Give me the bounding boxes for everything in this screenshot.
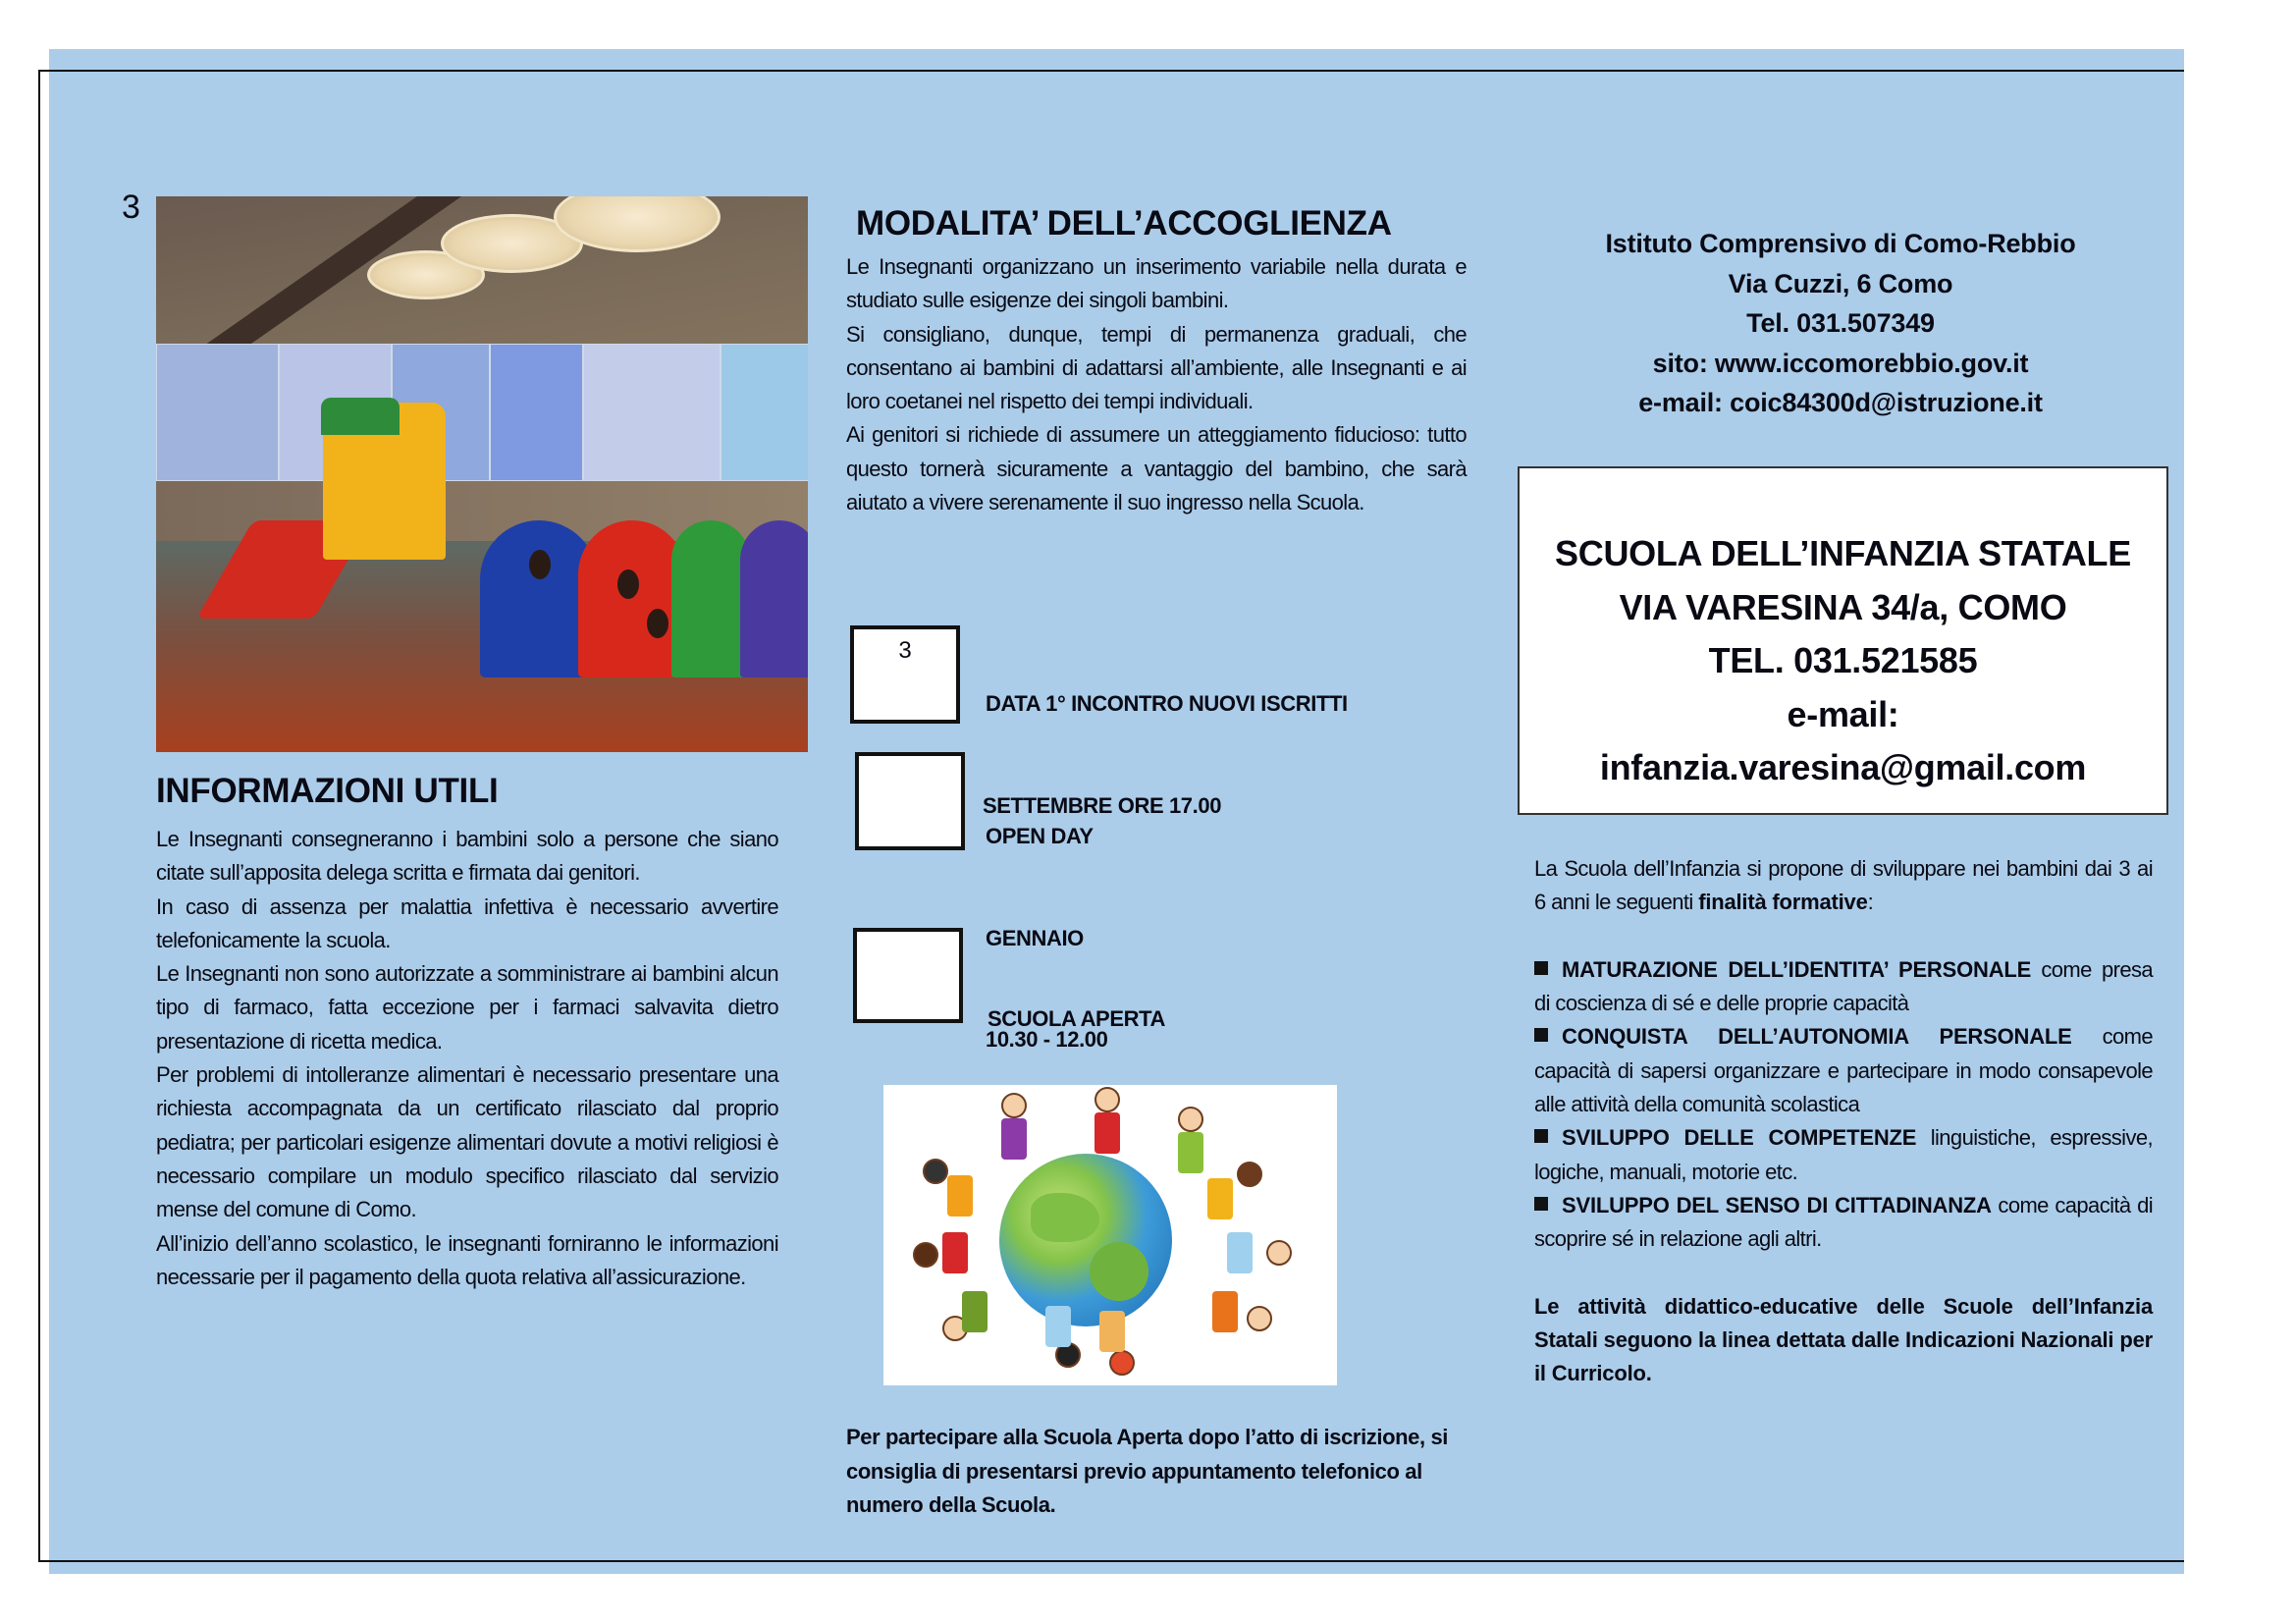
school-phone: TEL. 031.521585 [1708, 640, 1978, 680]
institute-info [1526, 224, 2155, 423]
institute-address: Via Cuzzi, 6 Como [1728, 268, 1953, 298]
welcome-paragraph: Le Insegnanti organizzano un inserimento variabile nella durata e studiato sulle esigenze dei singoli bambini. [846, 254, 1467, 313]
open-school-note: Per partecipare alla Scuola Aperta dopo l’atto di iscrizione, si consiglia di presentarsi previo appuntamento telefonico al numero della Scuola. [846, 1425, 1448, 1517]
welcome-paragraph: Si consigliano, dunque, tempi di permanenza graduali, che consentano ai bambini di adattarsi all’ambiente, alle Insegnanti e ai loro coetanei nel rispetto dei tempi individuali. [846, 321, 1467, 414]
school-email[interactable]: infanzia.varesina@gmail.com [1599, 747, 2087, 787]
institute-email[interactable]: e-mail: coic84300d@istruzione.it [1638, 388, 2043, 417]
info-paragraph: Le Insegnanti non sono autorizzate a somministrare ai bambini alcun tipo di farmaco, fatta eccezione per i farmaci salvavita dietro presentazione di ricetta medica. [156, 961, 778, 1054]
school-address: VIA VARESINA 34/a, COMO [1619, 586, 2067, 627]
welcome-paragraph: Ai genitori si richiede di assumere un atteggiamento fiducioso: tutto questo tornerà sicuramente a vantaggio del bambino, che sarà aiutato a vivere serenamente il suo ingresso nella Scuola. [846, 422, 1467, 515]
square-bullet-icon [1534, 1129, 1548, 1143]
closing-statement: Le attività didattico-educative delle Scuole dell’Infanzia Statali seguono la linea dettata dalle Indicazioni Nazionali per il Curricolo. [1534, 1293, 2153, 1386]
institute-phone: Tel. 031.507349 [1746, 308, 1935, 338]
welcome-heading: MODALITA’ DELL’ACCOGLIENZA [856, 204, 1392, 243]
playroom-photo [156, 196, 808, 752]
school-email-label: e-mail: [1787, 693, 1899, 734]
info-paragraph: In caso di assenza per malattia infettiva è necessario avvertire telefonicamente la scuola. [156, 893, 778, 952]
school-contact-box [1518, 466, 2168, 815]
goal-item: MATURAZIONE DELL’IDENTITA’ PERSONALE come presa di coscienza di sé e delle proprie capacità [1534, 956, 2153, 1016]
date-box[interactable] [850, 625, 960, 724]
date-box[interactable] [855, 752, 965, 850]
event-date: SETTEMBRE ORE 17.00 [983, 792, 1222, 818]
event-month: GENNAIO [986, 925, 1084, 950]
institute-name: Istituto Comprensivo di Como-Rebbio [1605, 229, 2076, 258]
square-bullet-icon [1534, 1028, 1548, 1042]
info-paragraph: Per problemi di intolleranze alimentari è necessario presentare una richiesta accompagnata da un certificato rilasciato dal proprio pediatra; per particolari esigenze alimentari dovute a motivi religiosi è necessario compilare un modulo specifico rilasciato dal servizio mense del comune di Como. [156, 1062, 778, 1222]
frame-line-top [38, 70, 2184, 72]
event-title: SCUOLA APERTA [988, 1006, 1165, 1031]
page-number: 3 [122, 189, 140, 226]
event-title: DATA 1° INCONTRO NUOVI ISCRITTI [986, 691, 1348, 716]
date-box[interactable] [853, 928, 963, 1023]
info-paragraph: All’inizio dell’anno scolastico, le insegnanti forniranno le informazioni necessarie per il pagamento della quota relativa all’assicurazione. [156, 1230, 778, 1289]
goal-item: CONQUISTA DELL’AUTONOMIA PERSONALE come capacità di sapersi organizzare e partecipare in modo consapevole alle attività della comunità scolastica [1534, 1024, 2153, 1117]
institute-website[interactable]: sito: www.iccomorebbio.gov.it [1652, 348, 2029, 378]
info-paragraph: Le Insegnanti consegneranno i bambini solo a persone che siano citate sull’apposita delega scritta e firmata dai genitori. [156, 827, 778, 886]
welcome-section [846, 250, 1467, 519]
event-title: OPEN DAY [986, 824, 1094, 848]
date-box-value: 3 [898, 637, 912, 664]
square-bullet-icon [1534, 1197, 1548, 1211]
square-bullet-icon [1534, 961, 1548, 975]
goal-item: SVILUPPO DEL SENSO DI CITTADINANZA come capacità di scoprire sé in relazione agli altri. [1534, 1192, 2154, 1252]
frame-line-bottom [38, 1560, 2184, 1562]
frame-line-left [38, 70, 40, 1562]
info-heading: INFORMAZIONI UTILI [156, 772, 499, 810]
event-time: 10.30 - 12.00 [986, 1027, 1108, 1052]
info-section [156, 772, 778, 1294]
goals-intro: La Scuola dell’Infanzia si propone di sviluppare nei bambini dai 3 ai 6 anni le seguenti finalità formative: [1534, 856, 2153, 915]
children-globe-image [883, 1085, 1337, 1385]
goal-item: SVILUPPO DELLE COMPETENZE linguistiche, espressive, logiche, manuali, motorie etc. [1534, 1125, 2153, 1184]
school-name: SCUOLA DELL’INFANZIA STATALE [1555, 533, 2131, 573]
goals-section [1534, 852, 2153, 1391]
